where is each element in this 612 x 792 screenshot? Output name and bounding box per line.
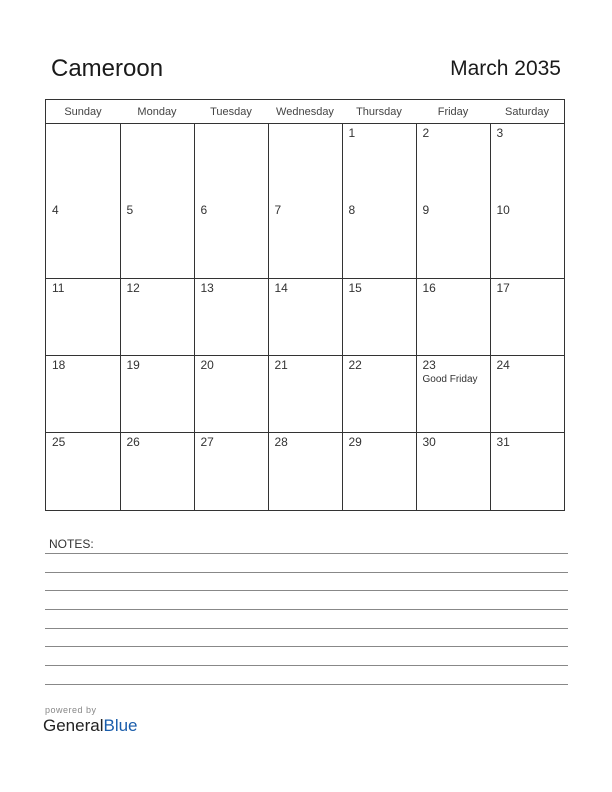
calendar-day-cell bbox=[120, 124, 194, 201]
calendar-day-cell bbox=[120, 278, 194, 355]
weekday-header-row bbox=[46, 100, 564, 124]
calendar-week-row bbox=[46, 433, 564, 510]
weekday-sunday: Sunday bbox=[46, 100, 120, 124]
day-number: 25 bbox=[52, 435, 66, 450]
calendar-day-cell bbox=[342, 124, 416, 201]
day-number: 6 bbox=[200, 202, 208, 217]
calendar-day-cell bbox=[490, 278, 564, 355]
calendar-day-cell bbox=[194, 201, 268, 278]
calendar-day-cell bbox=[268, 201, 342, 278]
day-number: 5 bbox=[126, 202, 134, 217]
day-number: 13 bbox=[200, 280, 214, 295]
calendar-day-cell bbox=[342, 433, 416, 510]
calendar-day-cell bbox=[46, 201, 120, 278]
day-number: 3 bbox=[496, 126, 504, 140]
day-number: 29 bbox=[348, 435, 362, 450]
day-number: 31 bbox=[496, 435, 510, 450]
calendar-day-cell bbox=[120, 201, 194, 278]
day-number: 24 bbox=[496, 357, 510, 372]
calendar-day-cell bbox=[268, 278, 342, 355]
calendar-day-cell bbox=[120, 355, 194, 432]
brand-general: General bbox=[43, 716, 104, 735]
weekday-tuesday: Tuesday bbox=[194, 100, 268, 124]
weekday-thursday: Thursday bbox=[342, 100, 416, 124]
calendar-day-cell bbox=[194, 355, 268, 432]
day-number: 9 bbox=[422, 202, 430, 217]
day-number: 18 bbox=[52, 357, 66, 372]
calendar-day-cell bbox=[46, 433, 120, 510]
day-number: 20 bbox=[200, 357, 214, 372]
calendar-day-cell bbox=[416, 433, 490, 510]
calendar-day-cell bbox=[416, 278, 490, 355]
note-line bbox=[45, 628, 568, 629]
day-number: 27 bbox=[200, 435, 214, 450]
calendar-day-cell bbox=[416, 124, 490, 201]
day-number: 28 bbox=[274, 435, 288, 450]
day-number: 10 bbox=[496, 202, 510, 217]
calendar-week-row bbox=[46, 201, 564, 278]
weekday-monday: Monday bbox=[120, 100, 194, 124]
day-number: 22 bbox=[348, 357, 362, 372]
day-number: 26 bbox=[126, 435, 140, 450]
note-line bbox=[45, 553, 568, 554]
calendar-day-cell bbox=[194, 124, 268, 201]
note-line bbox=[45, 646, 568, 647]
brand-blue: Blue bbox=[103, 716, 138, 735]
calendar-country: Cameroon bbox=[51, 55, 164, 82]
calendar-day-cell bbox=[120, 433, 194, 510]
notes-label: NOTES: bbox=[49, 537, 94, 551]
calendar-day-cell bbox=[46, 278, 120, 355]
weekday-saturday: Saturday bbox=[490, 100, 564, 124]
calendar-day-cell bbox=[342, 278, 416, 355]
calendar-week-row bbox=[46, 278, 564, 355]
day-number: 16 bbox=[422, 280, 436, 295]
day-number: 21 bbox=[274, 357, 288, 372]
weekday-wednesday: Wednesday bbox=[268, 100, 342, 124]
note-line bbox=[45, 590, 568, 591]
weekday-friday: Friday bbox=[416, 100, 490, 124]
calendar-grid bbox=[45, 99, 565, 511]
day-number: 19 bbox=[126, 357, 140, 372]
day-number: 7 bbox=[274, 202, 282, 217]
calendar-day-cell bbox=[268, 433, 342, 510]
calendar-day-cell bbox=[194, 433, 268, 510]
calendar-day-cell bbox=[490, 355, 564, 432]
calendar-day-cell bbox=[268, 124, 342, 201]
holiday-label: Good Friday bbox=[422, 373, 478, 385]
day-number: 2 bbox=[422, 126, 430, 140]
day-number: 12 bbox=[126, 280, 140, 295]
brand-logo bbox=[43, 716, 138, 736]
day-number: 14 bbox=[274, 280, 288, 295]
calendar-week-row bbox=[46, 124, 564, 201]
calendar-day-cell bbox=[416, 201, 490, 278]
day-number: 23 bbox=[422, 357, 436, 372]
calendar-month-year: March 2035 bbox=[450, 57, 561, 80]
calendar-day-cell bbox=[490, 201, 564, 278]
note-line bbox=[45, 665, 568, 666]
calendar-week-row bbox=[46, 355, 564, 432]
calendar-day-cell bbox=[490, 433, 564, 510]
day-number: 4 bbox=[52, 202, 59, 217]
powered-by-text: powered by bbox=[45, 705, 97, 715]
day-number: 15 bbox=[348, 280, 362, 295]
day-number: 17 bbox=[496, 280, 510, 295]
note-line bbox=[45, 684, 568, 685]
calendar-day-cell bbox=[342, 355, 416, 432]
note-line bbox=[45, 572, 568, 573]
calendar-day-cell bbox=[46, 355, 120, 432]
note-line bbox=[45, 609, 568, 610]
day-number: 1 bbox=[348, 126, 356, 140]
calendar-day-cell bbox=[194, 278, 268, 355]
day-number: 30 bbox=[422, 435, 436, 450]
calendar-day-cell bbox=[416, 355, 490, 432]
day-number: 8 bbox=[348, 202, 356, 217]
calendar-day-cell bbox=[46, 124, 120, 201]
day-number: 11 bbox=[52, 280, 65, 295]
calendar-day-cell bbox=[490, 124, 564, 201]
calendar-day-cell bbox=[268, 355, 342, 432]
calendar-day-cell bbox=[342, 201, 416, 278]
